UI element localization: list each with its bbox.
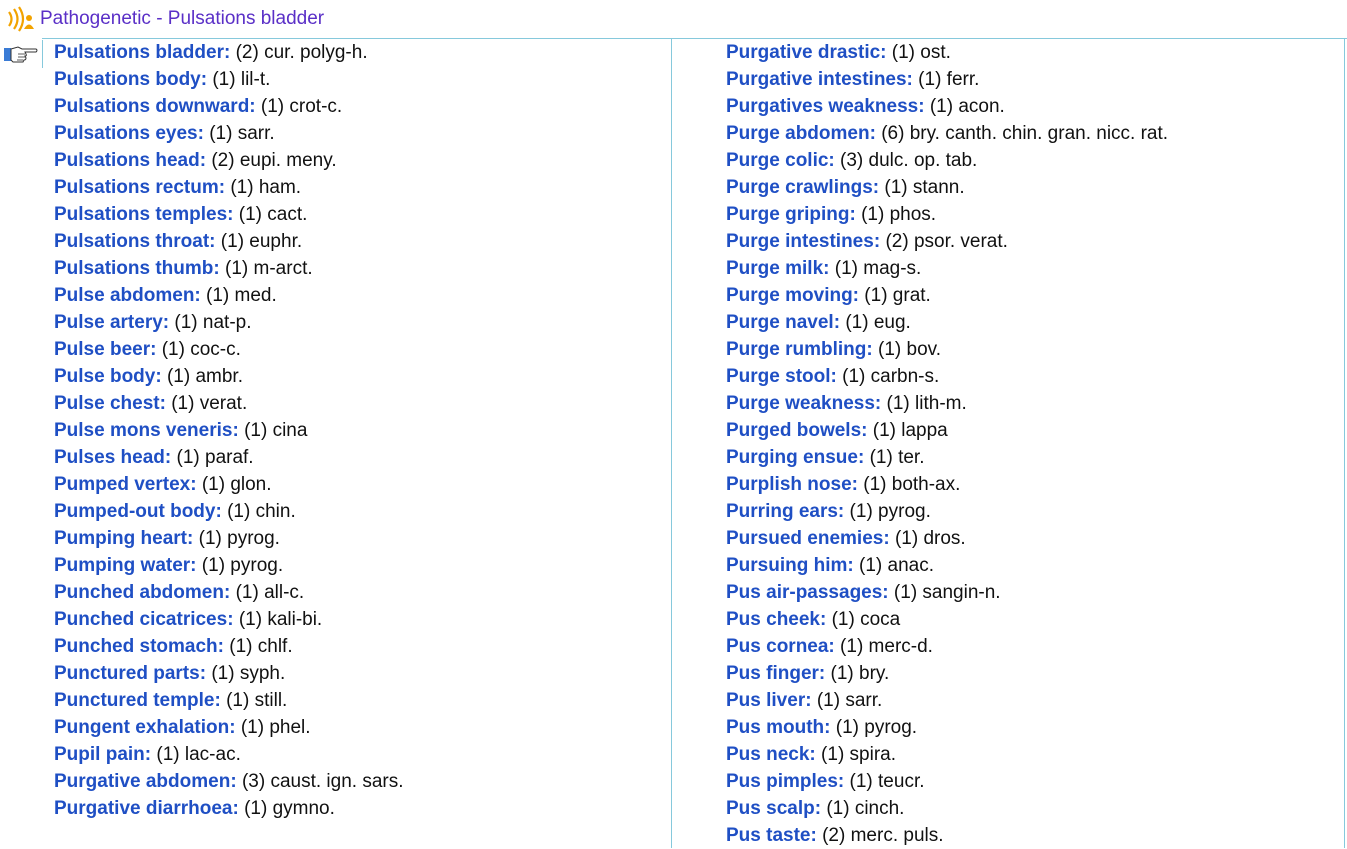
- remedy-list: (1) acon.: [929, 96, 1005, 117]
- rubric-link[interactable]: Purgative diarrhoea:: [54, 798, 239, 819]
- rubric-link[interactable]: Pumping heart:: [54, 528, 194, 549]
- list-item: [726, 93, 1336, 120]
- list-item: [726, 741, 1336, 768]
- list-item: [726, 120, 1336, 147]
- remedy-list: (1) sarr.: [209, 123, 275, 144]
- remedy-list: (2) psor. verat.: [885, 231, 1008, 252]
- list-item: [54, 768, 664, 795]
- rubric-link[interactable]: Purgative drastic:: [726, 42, 887, 63]
- remedy-list: (1) gymno.: [244, 798, 335, 819]
- rubric-link[interactable]: Pulsations head:: [54, 150, 207, 171]
- remedy-list: (1) verat.: [171, 393, 248, 414]
- rubric-link[interactable]: Pus cornea:: [726, 636, 835, 657]
- rubric-link[interactable]: Purge navel:: [726, 312, 841, 333]
- list-item: [54, 336, 664, 363]
- remedy-list: (1) paraf.: [176, 447, 254, 468]
- rubric-link[interactable]: Pulse body:: [54, 366, 162, 387]
- rubric-link[interactable]: Purge abdomen:: [726, 123, 876, 144]
- remedy-list: (1) glon.: [201, 474, 272, 495]
- remedy-list: (1) both-ax.: [863, 474, 961, 495]
- remedy-list: (1) sangin-n.: [893, 582, 1001, 603]
- list-item: [54, 714, 664, 741]
- list-item: [54, 147, 664, 174]
- remedy-list: (1) chin.: [227, 501, 296, 522]
- list-item: [54, 93, 664, 120]
- rubric-link[interactable]: Pulse abdomen:: [54, 285, 201, 306]
- rubric-link[interactable]: Pursued enemies:: [726, 528, 890, 549]
- rubric-link[interactable]: Purge milk:: [726, 258, 830, 279]
- list-item: [726, 336, 1336, 363]
- remedy-list: (1) mag-s.: [834, 258, 922, 279]
- rubric-link[interactable]: Pumped-out body:: [54, 501, 222, 522]
- list-item: [726, 795, 1336, 822]
- remedy-list: (1) merc-d.: [840, 636, 933, 657]
- list-item: [726, 174, 1336, 201]
- remedy-list: (2) eupi. meny.: [211, 150, 337, 171]
- list-item: [726, 687, 1336, 714]
- list-item: [726, 606, 1336, 633]
- list-item: [54, 633, 664, 660]
- remedy-list: (1) m-arct.: [225, 258, 313, 279]
- rubric-link[interactable]: Pursuing him:: [726, 555, 854, 576]
- remedy-list: (1) coca: [831, 609, 901, 630]
- remedy-list: (1) med.: [206, 285, 277, 306]
- remedy-list: (1) teucr.: [849, 771, 925, 792]
- remedy-list: (1) eug.: [845, 312, 911, 333]
- remedy-list: (1) bov.: [878, 339, 942, 360]
- rubric-link[interactable]: Purplish nose:: [726, 474, 858, 495]
- remedy-list: (1) lith-m.: [886, 393, 967, 414]
- list-item: [726, 282, 1336, 309]
- rubric-link[interactable]: Pulse mons veneris:: [54, 420, 239, 441]
- list-item: [726, 66, 1336, 93]
- remedy-list: (1) cinch.: [826, 798, 905, 819]
- list-item: [54, 498, 664, 525]
- rubric-link[interactable]: Purge weakness:: [726, 393, 882, 414]
- rubric-link[interactable]: Punched abdomen:: [54, 582, 231, 603]
- rubric-link[interactable]: Pulse artery:: [54, 312, 170, 333]
- rubric-link[interactable]: Purge griping:: [726, 204, 856, 225]
- list-item: [726, 633, 1336, 660]
- remedy-list: (2) cur. polyg-h.: [235, 42, 368, 63]
- title-bar: [0, 0, 1347, 38]
- list-item: [726, 201, 1336, 228]
- remedy-list: (6) bry. canth. chin. gran. nicc. rat.: [881, 123, 1169, 144]
- rubric-link[interactable]: Pulsations rectum:: [54, 177, 226, 198]
- rubric-link[interactable]: Punctured temple:: [54, 690, 221, 711]
- rubric-link[interactable]: Pulsations thumb:: [54, 258, 220, 279]
- remedy-list: (1) lac-ac.: [156, 744, 241, 765]
- rubric-link[interactable]: Pupil pain:: [54, 744, 152, 765]
- list-item: [54, 444, 664, 471]
- remedy-list: (1) stann.: [884, 177, 965, 198]
- rubric-link[interactable]: Pus liver:: [726, 690, 812, 711]
- list-item: [54, 174, 664, 201]
- column-divider: [671, 38, 672, 848]
- rubric-link[interactable]: Pulses head:: [54, 447, 172, 468]
- list-item: [54, 660, 664, 687]
- list-item: [54, 606, 664, 633]
- list-item: [54, 579, 664, 606]
- window-title: Pathogenetic - Pulsations bladder: [40, 8, 325, 29]
- remedy-list: (1) ter.: [869, 447, 925, 468]
- remedy-list: (1) pyrog.: [201, 555, 284, 576]
- left-column: [54, 39, 664, 822]
- gutter: [0, 39, 42, 848]
- list-item: [726, 309, 1336, 336]
- list-item: [726, 579, 1336, 606]
- rubric-link[interactable]: Purgatives weakness:: [726, 96, 925, 117]
- pointing-hand-icon[interactable]: [4, 43, 38, 65]
- remedy-list: (1) phos.: [861, 204, 937, 225]
- remedy-list: (1) cina: [244, 420, 308, 441]
- remedy-list: (1) syph.: [211, 663, 286, 684]
- list-item: [726, 552, 1336, 579]
- rubric-link[interactable]: Pus neck:: [726, 744, 816, 765]
- remedy-list: (1) grat.: [864, 285, 931, 306]
- remedy-list: (3) caust. ign. sars.: [241, 771, 404, 792]
- list-item: [726, 525, 1336, 552]
- rubric-link[interactable]: Purgative abdomen:: [54, 771, 237, 792]
- remedy-list: (1) nat-p.: [174, 312, 252, 333]
- rubric-link[interactable]: Pulsations eyes:: [54, 123, 204, 144]
- remedy-list: (1) all-c.: [235, 582, 305, 603]
- rubric-link[interactable]: Punched stomach:: [54, 636, 224, 657]
- remedy-list: (1) still.: [226, 690, 288, 711]
- remedy-list: (1) euphr.: [220, 231, 303, 252]
- list-item: [54, 201, 664, 228]
- rubric-link[interactable]: Pus taste:: [726, 825, 817, 846]
- rubric-link[interactable]: Pulsations body:: [54, 69, 208, 90]
- list-item: [54, 363, 664, 390]
- rubric-link[interactable]: Purged bowels:: [726, 420, 868, 441]
- right-column: [726, 39, 1336, 849]
- list-item: [726, 660, 1336, 687]
- list-item: [726, 822, 1336, 849]
- remedy-list: (1) ost.: [891, 42, 951, 63]
- list-item: [54, 39, 664, 66]
- remedy-list: (1) lil-t.: [212, 69, 271, 90]
- list-item: [54, 309, 664, 336]
- list-item: [54, 525, 664, 552]
- list-item: [726, 444, 1336, 471]
- rubric-link[interactable]: Punched cicatrices:: [54, 609, 234, 630]
- sound-person-icon: [6, 4, 36, 34]
- rubric-link[interactable]: Pus air-passages:: [726, 582, 889, 603]
- list-item: [54, 471, 664, 498]
- list-item: [726, 768, 1336, 795]
- list-item: [54, 120, 664, 147]
- remedy-list: (1) sarr.: [816, 690, 883, 711]
- list-item: [54, 741, 664, 768]
- remedy-list: (1) ambr.: [166, 366, 243, 387]
- remedy-list: (3) dulc. op. tab.: [840, 150, 978, 171]
- list-item: [726, 417, 1336, 444]
- rubric-link[interactable]: Pungent exhalation:: [54, 717, 236, 738]
- rubric-link[interactable]: Purge moving:: [726, 285, 860, 306]
- list-item: [54, 66, 664, 93]
- list-item: [726, 228, 1336, 255]
- rubric-link[interactable]: Pulsations throat:: [54, 231, 216, 252]
- remedy-list: (1) ferr.: [918, 69, 980, 90]
- rubric-link[interactable]: Punctured parts:: [54, 663, 207, 684]
- rubric-link[interactable]: Pus pimples:: [726, 771, 845, 792]
- remedy-list: (1) pyrog.: [849, 501, 931, 522]
- rubric-link[interactable]: Purge rumbling:: [726, 339, 873, 360]
- list-item: [726, 390, 1336, 417]
- list-item: [54, 417, 664, 444]
- list-item: [54, 687, 664, 714]
- remedy-list: (1) phel.: [240, 717, 311, 738]
- rubric-link[interactable]: Pulsations downward:: [54, 96, 256, 117]
- remedy-list: (1) chlf.: [229, 636, 293, 657]
- remedy-list: (1) anac.: [859, 555, 934, 576]
- list-item: [726, 714, 1336, 741]
- rubric-link[interactable]: Pulse chest:: [54, 393, 166, 414]
- rubric-link[interactable]: Pus cheek:: [726, 609, 827, 630]
- rubric-link[interactable]: Purging ensue:: [726, 447, 865, 468]
- list-item: [726, 255, 1336, 282]
- remedy-list: (1) ham.: [230, 177, 302, 198]
- remedy-list: (1) crot-c.: [260, 96, 343, 117]
- rubric-link[interactable]: Pumping water:: [54, 555, 197, 576]
- remedy-list: (1) lappa: [872, 420, 948, 441]
- rubric-link[interactable]: Purge colic:: [726, 150, 835, 171]
- remedy-list: (1) pyrog.: [198, 528, 280, 549]
- list-item: [726, 498, 1336, 525]
- rubric-link[interactable]: Purge stool:: [726, 366, 837, 387]
- list-item: [54, 552, 664, 579]
- list-item: [54, 390, 664, 417]
- rubric-link[interactable]: Pulsations bladder:: [54, 42, 231, 63]
- rubric-link[interactable]: Purge intestines:: [726, 231, 881, 252]
- list-item: [726, 147, 1336, 174]
- rubric-link[interactable]: Pulsations temples:: [54, 204, 234, 225]
- list-item: [726, 471, 1336, 498]
- remedy-list: (2) merc. puls.: [822, 825, 944, 846]
- remedy-list: (1) kali-bi.: [238, 609, 323, 630]
- list-item: [54, 795, 664, 822]
- rubric-link[interactable]: Pulse beer:: [54, 339, 157, 360]
- remedy-list: (1) dros.: [894, 528, 966, 549]
- remedy-list: (1) bry.: [830, 663, 890, 684]
- list-item: [726, 39, 1336, 66]
- rubric-link[interactable]: Pumped vertex:: [54, 474, 197, 495]
- remedy-list: (1) cact.: [238, 204, 308, 225]
- list-item: [54, 255, 664, 282]
- rubric-link[interactable]: Purgative intestines:: [726, 69, 913, 90]
- rubric-link[interactable]: Pus mouth:: [726, 717, 831, 738]
- list-item: [54, 228, 664, 255]
- remedy-list: (1) coc-c.: [161, 339, 241, 360]
- remedy-list: (1) pyrog.: [835, 717, 918, 738]
- rubric-link[interactable]: Pus finger:: [726, 663, 826, 684]
- rubric-link[interactable]: Pus scalp:: [726, 798, 822, 819]
- list-item: [54, 282, 664, 309]
- rubric-link[interactable]: Purge crawlings:: [726, 177, 880, 198]
- gutter-divider: [42, 40, 43, 68]
- list-item: [726, 363, 1336, 390]
- rubric-link[interactable]: Purring ears:: [726, 501, 845, 522]
- remedy-list: (1) carbn-s.: [842, 366, 940, 387]
- right-border: [1344, 38, 1345, 848]
- remedy-list: (1) spira.: [821, 744, 897, 765]
